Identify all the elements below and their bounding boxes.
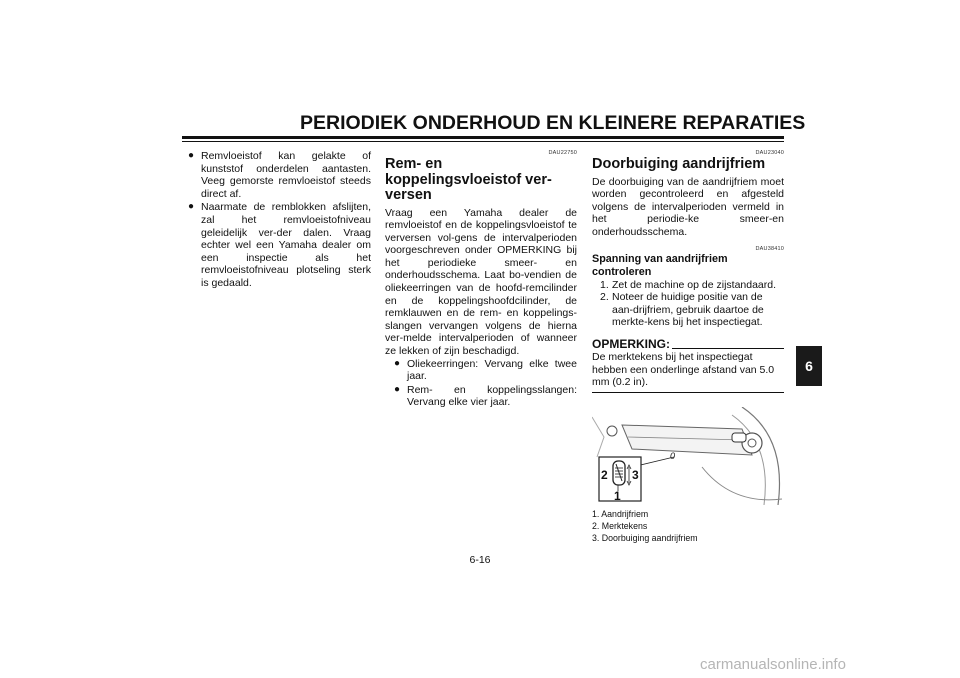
caption-item: 2. Merktekens xyxy=(592,520,648,531)
drive-belt-illustration xyxy=(592,407,784,505)
bullet-icon: ● xyxy=(394,383,401,395)
chapter-tab: 6 xyxy=(796,346,822,386)
callout-3: 3 xyxy=(632,467,639,482)
section-code: DAU23040 xyxy=(755,150,784,156)
bullet-icon: ● xyxy=(188,201,195,213)
title-rule-thick xyxy=(182,136,784,139)
callout-1: 1 xyxy=(614,488,621,503)
note-text: De merktekens bij het inspectiegat hebben een onderlinge afstand van 5.0 mm (0.2 in). xyxy=(592,351,775,389)
list-item: ● Rem- en koppelingsslangen: Vervang elke vier jaar. xyxy=(394,383,577,409)
section-body: De doorbuiging van de aandrijfriem moet worden gecontroleerd en afgesteld volgens de intervalperioden vermeld in het periodie-ke smeer-en onderhoudsschema. xyxy=(592,175,784,238)
caption-item: 3. Doorbuiging aandrijfriem xyxy=(592,532,698,543)
watermark-text: carmanualsonline.info xyxy=(700,656,846,673)
bullet-icon: ● xyxy=(394,357,401,369)
subsection-code: DAU38410 xyxy=(755,246,784,253)
subsection-heading: Spanning van aandrijfriem controleren xyxy=(592,253,728,279)
caption-item: 1. Aandrijfriem xyxy=(592,508,649,519)
svg-text:0: 0 xyxy=(670,450,676,461)
note-label: OPMERKING: xyxy=(592,337,670,352)
right-column xyxy=(592,150,784,544)
list-item: ● Naarmate de remblokken afslijten, zal het remvloeistofniveau geleidelijk ver-der dalen. Vraag echter wel een Yamaha dealer om een inspectie als het remvloeistofniveau plotseling sterk is gedaald. xyxy=(188,201,371,289)
bullet-icon: ● xyxy=(188,150,195,161)
left-column xyxy=(187,150,371,291)
list-item: ● Remvloeistof kan gelakte of kunststof onderdelen aantasten. Veeg gemorste remvloeistof steeds direct af. xyxy=(188,150,371,200)
title-rule-thin xyxy=(182,141,784,142)
page-title: PERIODIEK ONDERHOUD EN KLEINERE REPARATIES xyxy=(300,112,806,134)
section-heading: Rem- en koppelingsvloeistof ver-versen xyxy=(385,156,552,203)
page-number: 6-16 xyxy=(469,554,491,566)
section-code: DAU22750 xyxy=(548,150,577,156)
note-rule xyxy=(672,348,784,349)
section-body: Vraag een Yamaha dealer de remvloeistof en de koppelingsvloeistof te verversen vol-gens de intervalperioden voorgeschreven onder OPMERKING bij het periodieke smeer- en onderhoudsschema. Laat bo-vendien de oliekeerringen van de hoofd-remcilinder en de koppelingshoofdcilinder, de remklauwen en de rem- en koppelings-slangen vervangen volgens de hierna ver-melde intervalperioden of wanneer ze lekken of zijn beschadigd. xyxy=(385,206,577,358)
note-end-rule xyxy=(592,392,784,393)
middle-column xyxy=(385,150,577,410)
list-item: ● Oliekeerringen: Vervang elke twee jaar. xyxy=(394,357,577,383)
step-item: 1. Zet de machine op de zijstandaard. xyxy=(600,278,777,291)
step-item: 2. Noteer de huidige positie van de aan-drijfriem, gebruik daartoe de merkte-kens bij het inspectiegat. xyxy=(600,291,764,329)
drive-belt-figure xyxy=(592,407,784,505)
callout-2: 2 xyxy=(601,467,608,482)
note-header xyxy=(592,338,784,351)
figure-captions xyxy=(592,508,784,544)
section-heading: Doorbuiging aandrijfriem xyxy=(592,156,766,172)
